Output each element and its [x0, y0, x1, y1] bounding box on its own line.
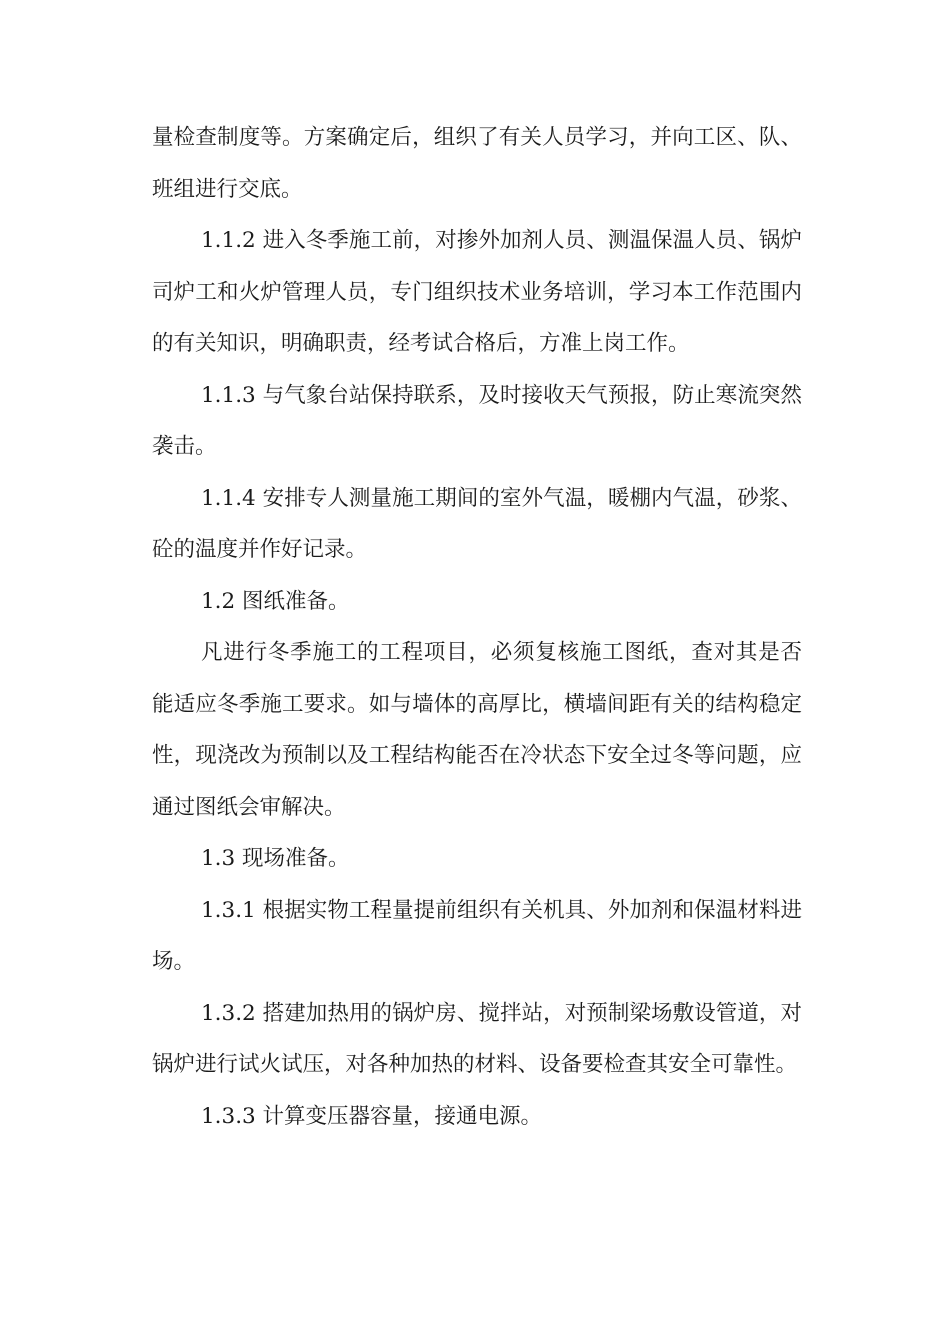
paragraph-1-3-3: 1.3.3 计算变压器容量，接通电源。: [201, 1103, 543, 1129]
paragraph-1-3-2: 1.3.2 搭建加热用的锅炉房、搅拌站，对预制梁场敷设管道，对锅炉进行试火试压，对各种加热的材料、设备要检查其安全可靠性。: [152, 1000, 802, 1077]
document-body: [152, 112, 802, 1142]
paragraph-1-1-2: 1.1.2 进入冬季施工前，对掺外加剂人员、测温保温人员、锅炉司炉工和火炉管理人员，专门组织技术业务培训，学习本工作范围内的有关知识，明确职责，经考试合格后，方准上岗工作。: [152, 228, 802, 356]
section-heading-1-2: 1.2 图纸准备。: [201, 588, 350, 614]
paragraph-1-3-1: 1.3.1 根据实物工程量提前组织有关机具、外加剂和保温材料进场。: [152, 897, 802, 974]
paragraph-continuation: 量检查制度等。方案确定后，组织了有关人员学习，并向工区、队、班组进行交底。: [152, 125, 802, 202]
paragraph-drawing-review: 凡进行冬季施工的工程项目，必须复核施工图纸，查对其是否能适应冬季施工要求。如与墙体的高厚比，横墙间距有关的结构稳定性，现浇改为预制以及工程结构能否在冷状态下安全过冬等问题，应通过图纸会审解决。: [152, 640, 802, 820]
paragraph-1-1-4: 1.1.4 安排专人测量施工期间的室外气温，暖棚内气温，砂浆、砼的温度并作好记录。: [152, 485, 802, 562]
paragraph-1-1-3: 1.1.3 与气象台站保持联系，及时接收天气预报，防止寒流突然袭击。: [152, 382, 802, 459]
section-heading-1-3: 1.3 现场准备。: [201, 846, 350, 871]
